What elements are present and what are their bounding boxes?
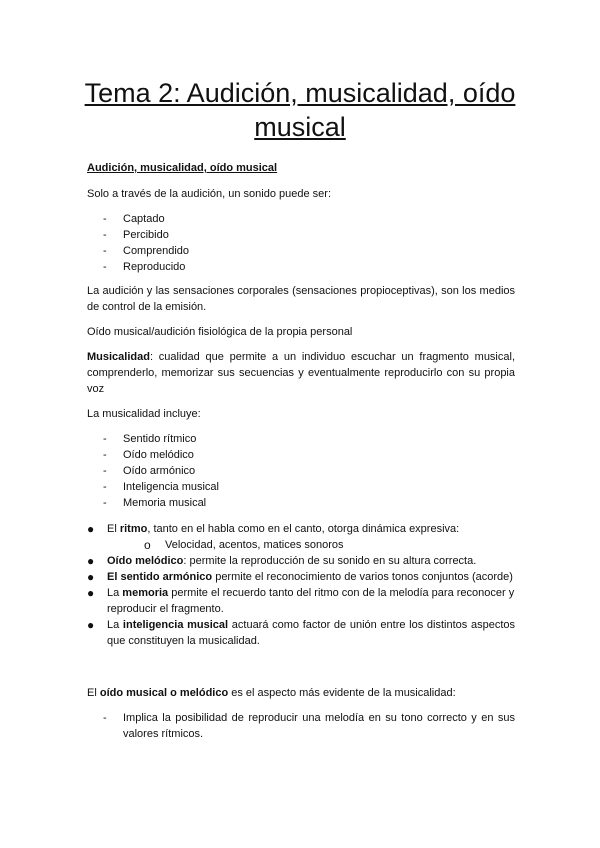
dash-marker: - — [103, 449, 107, 461]
list-item: - Percibido — [103, 229, 169, 241]
dash-marker: - — [103, 497, 107, 509]
bullet-icon: ● — [87, 570, 95, 584]
list-item: - Implica la posibilidad de reproducir una melodía en su tono correcto y en sus valores rítmicos. — [103, 712, 515, 740]
oido-musical-paragraph: El oído musical o melódico es el aspecto más evidente de la musicalidad: — [87, 687, 456, 699]
circle-bullet-icon: o — [144, 538, 151, 552]
list-item: - Memoria musical — [103, 497, 207, 509]
incluye-paragraph: La musicalidad incluye: — [87, 408, 201, 420]
bullet-icon: ● — [87, 618, 95, 632]
bullet-item: ● La inteligencia musical actuará como factor de unión entre los distintos aspectos que constituyen la musicalidad. — [87, 618, 515, 647]
list-item: - Inteligencia musical — [103, 481, 219, 493]
bullet-item: ● El sentido armónico permite el reconocimiento de varios tonos conjuntos (acorde) — [87, 570, 513, 584]
sub-bullet-item: o Velocidad, acentos, matices sonoros — [144, 538, 344, 552]
dash-marker: - — [103, 261, 107, 273]
bullet-icon: ● — [87, 522, 95, 536]
dash-marker: - — [103, 433, 107, 445]
bullet-icon: ● — [87, 586, 95, 600]
bullet-list — [87, 521, 515, 649]
oido-paragraph: Oído musical/audición fisiológica de la propia personal — [87, 326, 353, 338]
dash-marker: - — [103, 481, 107, 493]
intro-paragraph: Solo a través de la audición, un sonido puede ser: — [87, 188, 331, 200]
musicalidad-list — [87, 431, 515, 511]
list-item: - Reproducido — [103, 261, 186, 273]
list-item: - Sentido rítmico — [103, 433, 197, 445]
list-item: - Oído armónico — [103, 465, 196, 477]
document-body — [87, 160, 515, 750]
list-item: - Oído melódico — [103, 449, 194, 461]
dash-marker: - — [103, 465, 107, 477]
sub-bullet-list — [107, 537, 515, 553]
bullet-item: ● Oído melódico: permite la reproducción de su sonido en su altura correcta. — [87, 554, 477, 568]
dash-marker: - — [103, 712, 107, 724]
bullet-item: ● La memoria permite el recuerdo tanto del ritmo con de la melodía para reconocer y reproducir el fragmento. — [87, 586, 515, 615]
list-item: - Captado — [103, 213, 165, 225]
musicalidad-term: Musicalidad — [87, 351, 150, 363]
dash-marker: - — [103, 229, 107, 241]
dash-marker: - — [103, 245, 107, 257]
implica-list — [87, 710, 515, 742]
bullet-item: ● El ritmo, tanto en el habla como en el canto, otorga dinámica expresiva: o Velocidad, acentos, matices sonoros — [87, 521, 515, 553]
audicion-list — [87, 211, 515, 275]
list-item: - Comprendido — [103, 245, 190, 257]
control-paragraph: La audición y las sensaciones corporales (sensaciones propioceptivas), son los medios de control de la emisión. — [87, 285, 515, 313]
dash-marker: - — [103, 213, 107, 225]
bullet-icon: ● — [87, 554, 95, 568]
section-heading: Audición, musicalidad, oído musical — [87, 162, 278, 174]
musicalidad-paragraph: Musicalidad: cualidad que permite a un individuo escuchar un fragmento musical, comprenderlo, memorizar sus secuencias y eventualmente reproducirlo con su propia voz — [87, 351, 515, 395]
page-title: Tema 2: Audición, musicalidad, oído musical — [84, 78, 516, 142]
